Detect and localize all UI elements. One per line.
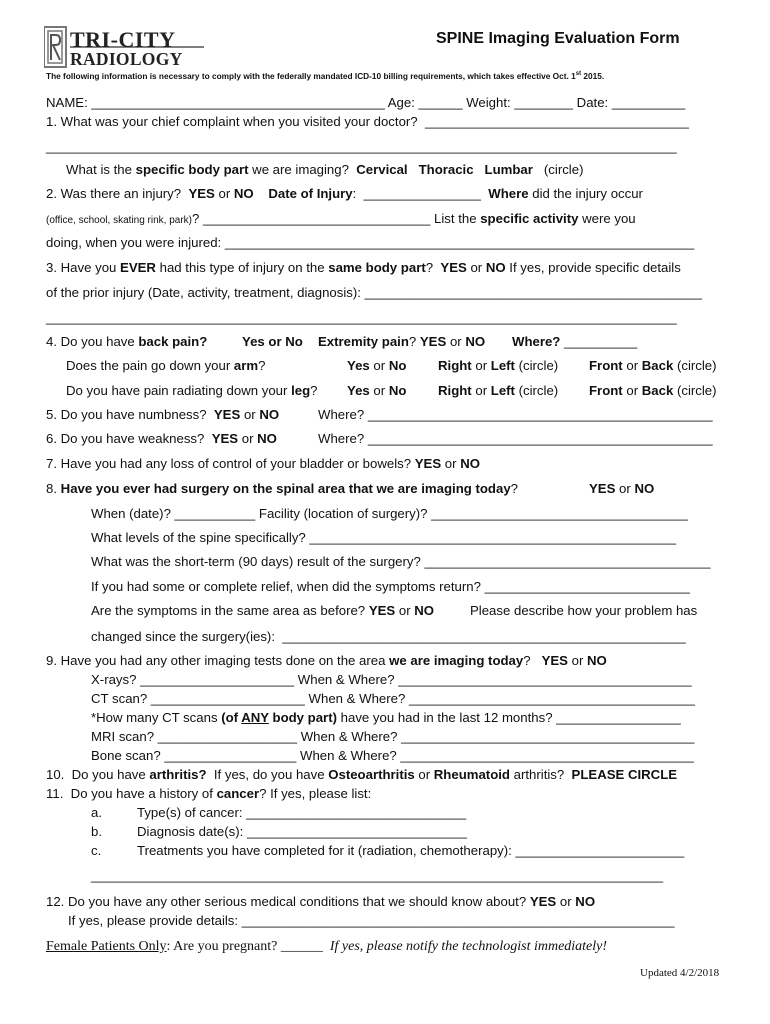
q5-no[interactable]: NO <box>259 407 280 422</box>
q4-leg-right-left[interactable]: Right or Left (circle) <box>438 383 559 398</box>
q8-same-no[interactable]: NO <box>414 603 435 618</box>
q9-no[interactable]: NO <box>587 653 607 668</box>
icd10-notice: The following information is necessary to comply with the federally mandated ICD-10 billing requirements, which takes effective Oct. 1st 2015. <box>46 70 605 81</box>
q6-where-line[interactable]: Where? _______________________________________________ <box>318 431 713 446</box>
q4-arm-right-left[interactable]: Right or Left (circle) <box>438 358 559 373</box>
q2-injury: 2. Was there an injury? YES or NO Date of Injury: ________________ Where did the injury occur <box>46 186 643 201</box>
updated-date: Updated 4/2/2018 <box>640 967 720 979</box>
q11-blank-line[interactable]: ______________________________________________________________________________ <box>91 868 664 883</box>
q5-numbness: 5. Do you have numbness? YES or NO <box>46 407 280 422</box>
q9-bone-scan[interactable]: Bone scan? __________________ When & Where? ________________________________________ <box>91 748 694 763</box>
q11-a-label: a. <box>91 805 102 820</box>
q1-chief-complaint[interactable]: 1. What was your chief complaint when you visited your doctor? ____________________________________ <box>46 114 689 129</box>
q4-arm-yes-no[interactable]: Yes or No <box>347 358 407 373</box>
q11-b-label: b. <box>91 824 102 839</box>
q11-diagnosis-dates[interactable]: Diagnosis date(s): ______________________________ <box>137 824 467 839</box>
q1-blank-line[interactable]: ______________________________________________________________________________________ <box>46 139 677 154</box>
q8-yes-no[interactable]: YES or NO <box>589 481 655 496</box>
q11-c-label: c. <box>91 843 102 858</box>
q6-weakness: 6. Do you have weakness? YES or NO <box>46 431 277 446</box>
q3-no-option[interactable]: NO <box>485 260 506 275</box>
q6-yes[interactable]: YES <box>211 431 239 446</box>
q4-where[interactable]: Where? __________ <box>512 334 638 349</box>
q4-back-pain-yes-no[interactable]: Yes or No <box>242 334 303 349</box>
q12-other-conditions: 12. Do you have any other serious medical conditions that we should know about? YES or NO <box>46 894 596 909</box>
q8-when-facility[interactable]: When (date)? ___________ Facility (location of surgery)? ___________________________________ <box>91 506 688 521</box>
q12-yes[interactable]: YES <box>529 894 557 909</box>
q11-treatments[interactable]: Treatments you have completed for it (radiation, chemotherapy): _______________________ <box>137 843 685 858</box>
logo-line1: TRI-CITY <box>70 27 176 52</box>
q8-short-term-result[interactable]: What was the short-term (90 days) result of the surgery? _______________________________________ <box>91 554 711 569</box>
q4-leg-question: Do you have pain radiating down your leg? <box>66 383 318 398</box>
q4-extremity-yes[interactable]: YES <box>419 334 447 349</box>
q1-body-part: What is the specific body part we are imaging? Cervical Thoracic Lumbar (circle) <box>66 162 584 177</box>
q3-blank-line[interactable]: ______________________________________________________________________________________ <box>46 310 677 325</box>
q4-extremity-no[interactable]: NO <box>465 334 486 349</box>
q2-location-activity[interactable]: (office, school, skating rink, park)? _______________________________ List the specific activity were you <box>46 211 636 226</box>
q8-symptoms-return[interactable]: If you had some or complete relief, when did the symptoms return? ____________________________ <box>91 579 690 594</box>
q9-yes[interactable]: YES <box>541 653 568 668</box>
q2-activity-line[interactable]: doing, when you were injured: ________________________________________________________________ <box>46 235 695 250</box>
q4-leg-front-back[interactable]: Front or Back (circle) <box>589 383 717 398</box>
q5-yes[interactable]: YES <box>213 407 241 422</box>
q9-other-imaging: 9. Have you had any other imaging tests done on the area we are imaging today? YES or NO <box>46 653 607 668</box>
q5-where-line[interactable]: Where? _______________________________________________ <box>318 407 713 422</box>
name-age-weight-date-line[interactable]: NAME: ________________________________________ Age: ______ Weight: ________ Date: __________ <box>46 95 686 110</box>
q4-arm-question: Does the pain go down your arm? <box>66 358 266 373</box>
female-patients-line[interactable]: Female Patients Only: Are you pregnant? ______ If yes, please notify the technologist immediately! <box>46 939 608 954</box>
q7-bladder-bowels: 7. Have you had any loss of control of your bladder or bowels? YES or NO <box>46 456 480 471</box>
q8-describe-problem: Please describe how your problem has <box>470 603 698 618</box>
form-title: SPINE Imaging Evaluation Form <box>436 30 680 47</box>
q11-cancer-history: 11. Do you have a history of cancer? If yes, please list: <box>46 786 372 801</box>
q2-yes-option[interactable]: YES <box>188 186 215 201</box>
q8-same-area: Are the symptoms in the same area as before? YES or NO <box>91 603 435 618</box>
q7-no[interactable]: NO <box>460 456 480 471</box>
q8-levels[interactable]: What levels of the spine specifically? __________________________________________________ <box>91 530 677 545</box>
q12-details-line[interactable]: If yes, please provide details: ___________________________________________________________ <box>68 913 675 928</box>
q3-yes-option[interactable]: YES <box>440 260 467 275</box>
spine-region-options[interactable]: Cervical Thoracic Lumbar <box>356 162 533 177</box>
q9-xrays[interactable]: X-rays? _____________________ When & Where? ________________________________________ <box>91 672 692 687</box>
q12-no[interactable]: NO <box>575 894 596 909</box>
q4-arm-front-back[interactable]: Front or Back (circle) <box>589 358 717 373</box>
q10-arthritis[interactable]: 10. Do you have arthritis? If yes, do you have Osteoarthritis or Rheumatoid arthritis? PLEASE CIRCLE <box>46 767 678 782</box>
logo-line2: RADIOLOGY <box>70 49 183 69</box>
q4-extremity-pain: Extremity pain? YES or NO <box>318 334 486 349</box>
q9-mri-scan[interactable]: MRI scan? ___________________ When & Where? ________________________________________ <box>91 729 695 744</box>
q3-prior-injury: 3. Have you EVER had this type of injury on the same body part? YES or NO If yes, provide specific details <box>46 260 681 275</box>
q7-yes[interactable]: YES <box>414 456 442 471</box>
q8-spinal-surgery: 8. Have you ever had surgery on the spinal area that we are imaging today? <box>46 481 519 496</box>
q4-leg-yes-no[interactable]: Yes or No <box>347 383 407 398</box>
q9-ct-count[interactable]: *How many CT scans (of ANY body part) have you had in the last 12 months? _________________ <box>91 710 681 725</box>
q9-ct-scan[interactable]: CT scan? _____________________ When & Where? _______________________________________ <box>91 691 695 706</box>
q11-cancer-types[interactable]: Type(s) of cancer: ______________________________ <box>137 805 467 820</box>
q3-details-line[interactable]: of the prior injury (Date, activity, treatment, diagnosis): ______________________________________________ <box>46 285 702 300</box>
q4-back-pain-label: 4. Do you have back pain? <box>46 334 208 349</box>
q8-changed-line[interactable]: changed since the surgery(ies): _______________________________________________________ <box>91 629 686 644</box>
q8-same-yes[interactable]: YES <box>368 603 396 618</box>
q6-no[interactable]: NO <box>257 431 277 446</box>
q2-no-option[interactable]: NO <box>233 186 254 201</box>
